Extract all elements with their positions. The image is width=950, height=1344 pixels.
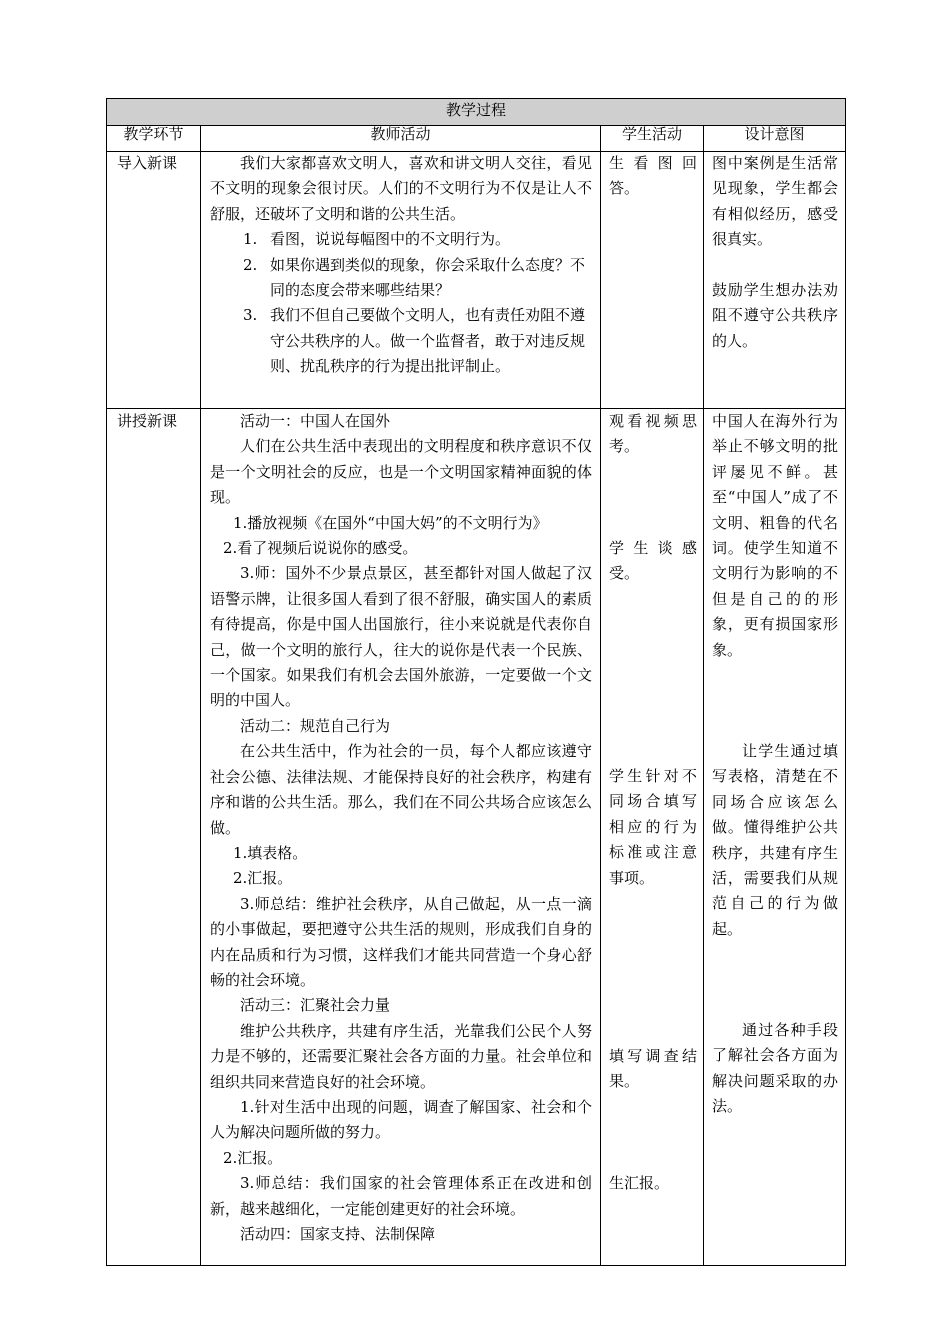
step: 3.师：国外不少景点景区，甚至都针对国人做起了汉语警示牌，让很多国人看到了很不舒服，确实国人的素质有待提高，你是中国人出国旅行，往小来说就是代表你自己，做一个文明的旅行人，往大的说你是代表一个民族、一个国家。如果我们有机会去国外旅游，一定要做一个文明的中国人。 <box>210 564 592 710</box>
student-note: 填写调查结果。 <box>609 1047 697 1091</box>
student-note: 学生针对不同场合填写相应的行为标准或注意事项。 <box>609 767 697 887</box>
header-stage: 教学环节 <box>123 125 184 143</box>
student-note: 生汇报。 <box>609 1174 670 1192</box>
paragraph: 维护公共秩序，共建有序生活，光靠我们公民个人努力是不够的，还需要汇聚社会各方面的力量。社会单位和组织共同来营造良好的社会环境。 <box>210 1021 592 1091</box>
student-note: 观看视频思考。 <box>609 412 697 456</box>
step: 2.汇报。 <box>233 869 293 888</box>
step: 1.针对生活中出现的问题，调查了解国家、社会和个人为解决问题所做的努力。 <box>210 1097 592 1142</box>
intro-paragraph: 我们大家都喜欢文明人，喜欢和讲文明人交往，看见不文明的现象会很讨厌。人们的不文明行为不仅是让人不舒服，还破坏了文明和谐的公共生活。 <box>210 154 592 223</box>
teacher-activity-intro <box>210 151 592 380</box>
step: 3.师总结：维护社会秩序，从自己做起，从一点一滴的小事做起，要把遵守公共生活的规则，形成我们自身的内在品质和行为习惯，这样我们才能共同营造一个身心舒畅的社会环境。 <box>210 894 592 989</box>
student-note: 学生谈感受。 <box>609 539 697 583</box>
student-activity-intro: 生看图回答。 <box>609 154 697 198</box>
stage-new-lesson: 讲授新课 <box>117 412 178 430</box>
list-text: 如果你遇到类似的现象，你会采取什么态度？不同的态度会带来哪些结果？ <box>270 255 586 300</box>
list-item <box>210 227 592 252</box>
activity-title: 活动四：国家支持、法制保障 <box>240 1225 436 1243</box>
header-teacher: 教师活动 <box>370 125 431 143</box>
step: 1.播放视频《在国外“中国大妈”的不文明行为》 <box>233 513 548 532</box>
column-line <box>703 125 704 1265</box>
column-line <box>200 125 201 1265</box>
table-title: 教学过程 <box>107 99 845 125</box>
design-intent-intro <box>712 151 838 354</box>
paragraph: 在公共生活中，作为社会的一员，每个人都应该遵守社会公德、法律法规、才能保持良好的社会秩序，构建有序和谐的公共生活。那么，我们在不同公共场合应该怎么做。 <box>210 742 592 837</box>
stage-intro: 导入新课 <box>117 154 178 172</box>
lesson-process-table <box>106 98 846 1266</box>
teacher-activity-new-lesson <box>210 409 592 1247</box>
list-number: 1. <box>243 230 258 249</box>
step: 2.汇报。 <box>223 1148 283 1167</box>
design-note: 中国人在海外行为举止不够文明的批评屡见不鲜。甚至“中国人”成了不文明、粗鲁的代名词。使学生知道不文明行为影响的不但是自己的的形象，更有损国家形象。 <box>712 412 838 659</box>
activity-title: 活动一：中国人在国外 <box>240 412 391 430</box>
design-paragraph: 图中案例是生活常见现象，学生都会有相似经历，感受很真实。 <box>712 154 838 249</box>
list-text: 看图，说说每幅图中的不文明行为。 <box>270 230 511 249</box>
design-paragraph: 鼓励学生想办法劝阻不遵守公共秩序的人。 <box>712 281 838 350</box>
design-note: 通过各种手段了解社会各方面为解决问题采取的办法。 <box>712 1021 838 1116</box>
step: 2.看了视频后说说你的感受。 <box>223 539 418 558</box>
header-design: 设计意图 <box>744 125 805 143</box>
step: 1.填表格。 <box>233 843 308 862</box>
step: 3.师总结：我们国家的社会管理体系正在改进和创新，越来越细化，一定能创建更好的社会环境。 <box>210 1174 592 1218</box>
list-number: 3. <box>243 306 258 325</box>
list-number: 2. <box>243 255 258 274</box>
activity-title: 活动二：规范自己行为 <box>240 716 391 735</box>
header-student: 学生活动 <box>621 125 682 143</box>
list-text: 我们不但自己要做个文明人，也有责任劝阻不遵守公共秩序的人。做一个监督者，敢于对违反规则、扰乱秩序的行为提出批评制止。 <box>270 306 586 376</box>
list-item <box>210 253 592 304</box>
design-note: 让学生通过填写表格，清楚在不同场合应该怎么做。懂得维护公共秩序，共建有序生活，需要我们从规范自己的行为做起。 <box>712 742 838 938</box>
activity-title: 活动三：汇聚社会力量 <box>240 996 391 1015</box>
list-item <box>210 303 592 379</box>
column-line <box>600 125 601 1265</box>
paragraph: 人们在公共生活中表现出的文明程度和秩序意识不仅是一个文明社会的反应，也是一个文明国家精神面貌的体现。 <box>210 437 592 507</box>
